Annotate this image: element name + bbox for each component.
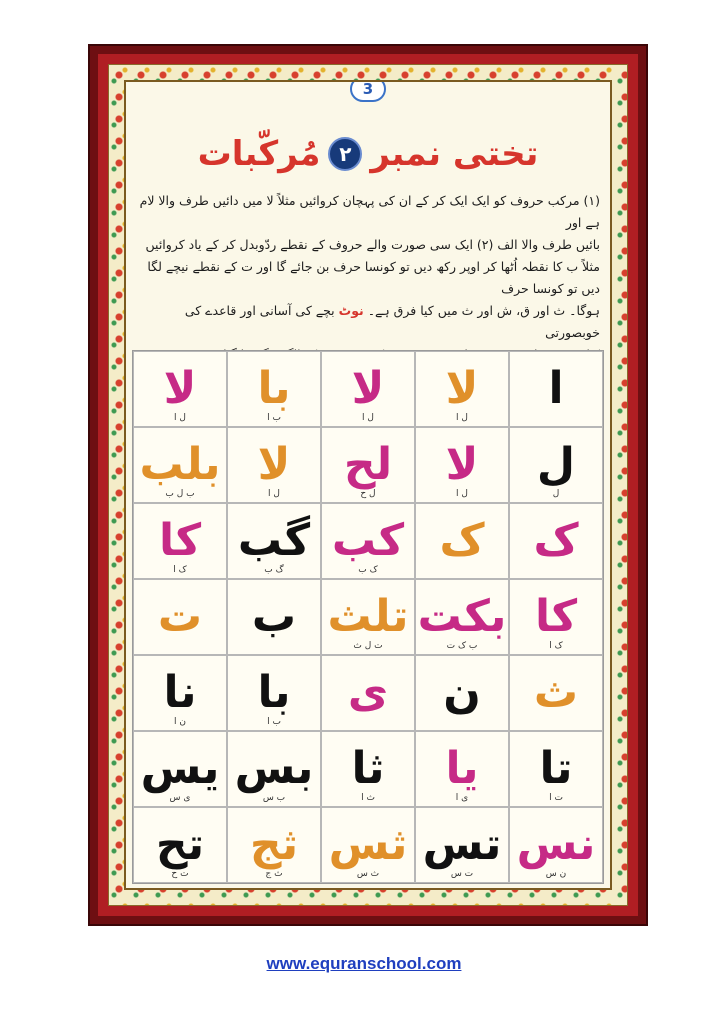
letter-glyph: ی — [347, 667, 389, 718]
letter-cell — [227, 655, 321, 731]
letter-components: ل — [552, 489, 560, 499]
letter-glyph: ا — [548, 363, 564, 414]
letter-components: ل ا — [456, 489, 468, 499]
letter-components: ث ج — [265, 869, 283, 879]
letter-cell — [415, 351, 509, 427]
letter-glyph: بکت — [417, 591, 507, 642]
letter-cell — [133, 655, 227, 731]
letter-components: ی س — [169, 793, 191, 803]
letter-components: ب ا — [267, 413, 281, 423]
letter-cell — [509, 807, 603, 883]
letter-glyph: بس — [234, 743, 314, 794]
letter-components: ب ل ب — [165, 489, 195, 499]
paragraph-line: (۱) مرکب حروف کو ایک ایک کر کے ان کی پہچان کروائیں مثلاً لا میں دائیں طرف والا لام ہے اور — [139, 193, 600, 230]
paragraph-line-text: بچے کی آسانی اور قاعدے کی خوبصورتی — [184, 303, 600, 340]
letter-glyph: ک — [439, 515, 485, 566]
letter-glyph: لا — [163, 363, 197, 414]
paragraph-line-text: ہوگا۔ ث اور ق، ش اور ث میں کیا فرق ہے۔ — [367, 303, 600, 318]
title-right-word: مُرکّبات — [197, 134, 321, 174]
letter-glyph: یا — [445, 743, 479, 794]
letter-components: ک ب — [358, 565, 378, 575]
letter-glyph: تح — [155, 819, 205, 870]
letter-cell — [415, 427, 509, 503]
letter-cell — [509, 503, 603, 579]
letter-cell — [321, 807, 415, 883]
letter-cell — [133, 427, 227, 503]
letter-glyph: لا — [445, 439, 479, 490]
letter-glyph: لح — [343, 439, 393, 490]
letter-glyph: لا — [257, 439, 291, 490]
letter-cell — [321, 427, 415, 503]
letter-cell — [415, 579, 509, 655]
letter-glyph: تلث — [327, 591, 409, 642]
letter-components: ت س — [450, 869, 474, 879]
letter-glyph: با — [257, 363, 291, 414]
page-title — [126, 124, 610, 184]
letter-cell — [133, 579, 227, 655]
letter-glyph: بلب — [139, 439, 221, 490]
letter-glyph: ک — [533, 515, 579, 566]
letter-cell — [321, 655, 415, 731]
letter-glyph: ث — [533, 667, 579, 718]
letter-cell — [133, 351, 227, 427]
letter-components: ب ا — [267, 717, 281, 727]
letter-glyph: ل — [536, 439, 576, 490]
title-number-badge: ۲ — [328, 137, 362, 171]
letter-cell — [227, 427, 321, 503]
letter-components: ث ا — [361, 793, 375, 803]
letter-glyph: کا — [534, 591, 578, 642]
letter-components: ت ح — [171, 869, 189, 879]
letter-glyph: ثا — [351, 743, 385, 794]
letter-cell — [133, 807, 227, 883]
paragraph-line: مثلاً ب کا نقطہ اُٹھا کر اوپر رکھ دیں تو کونسا حرف بن جائے گا اور ت کے نقطے نیچے لگا دیں تو کونسا حرف — [147, 259, 600, 296]
letter-cell — [415, 655, 509, 731]
letter-cell — [133, 731, 227, 807]
page-number-badge: 3 — [350, 80, 386, 102]
letter-glyph: کا — [158, 515, 202, 566]
letter-cell — [509, 579, 603, 655]
letter-components: ت ا — [549, 793, 563, 803]
letter-components: ن س — [545, 869, 567, 879]
letter-glyph: لا — [351, 363, 385, 414]
letter-components: ک ا — [549, 641, 563, 651]
letter-cell — [227, 579, 321, 655]
letter-grid — [132, 350, 604, 884]
paragraph-line — [138, 300, 600, 344]
letter-glyph: با — [257, 667, 291, 718]
letter-cell — [509, 731, 603, 807]
letter-components: ب ک ت — [446, 641, 478, 651]
instruction-paragraph — [138, 190, 600, 348]
title-left-word: تختی نمبر — [370, 134, 539, 174]
letter-components: ل ا — [268, 489, 280, 499]
letter-cell — [227, 807, 321, 883]
letter-components: ب س — [262, 793, 286, 803]
letter-glyph: تا — [539, 743, 573, 794]
letter-components: ن ا — [174, 717, 186, 727]
letter-components: گ ب — [264, 565, 284, 575]
letter-glyph: گب — [237, 515, 311, 566]
letter-glyph: ثج — [249, 819, 299, 870]
letter-cell — [227, 503, 321, 579]
letter-components: ک ا — [173, 565, 187, 575]
letter-glyph: کب — [331, 515, 405, 566]
letter-cell — [321, 731, 415, 807]
letter-components: ل ا — [362, 413, 374, 423]
letter-cell — [227, 351, 321, 427]
content-panel — [124, 80, 612, 890]
letter-cell — [509, 427, 603, 503]
letter-glyph: نا — [163, 667, 197, 718]
letter-glyph: لا — [445, 363, 479, 414]
letter-cell — [227, 731, 321, 807]
footer-url[interactable]: www.equranschool.com — [266, 954, 462, 973]
letter-components: ی ا — [455, 793, 469, 803]
letter-components: ل ا — [456, 413, 468, 423]
letter-cell — [415, 503, 509, 579]
paragraph-line: بائیں طرف والا الف (۲) ایک سی صورت والے حروف کے نقطے ردّوبدل کر کے یاد کروائیں — [145, 237, 600, 252]
letter-cell — [321, 351, 415, 427]
letter-cell — [509, 351, 603, 427]
letter-glyph: یس — [140, 743, 220, 794]
letter-cell — [321, 579, 415, 655]
letter-glyph: ب — [251, 591, 297, 642]
letter-components: ل ا — [174, 413, 186, 423]
letter-cell — [133, 503, 227, 579]
letter-glyph: ت — [157, 591, 203, 642]
letter-glyph: ثس — [328, 819, 408, 870]
letter-components: ت ل ث — [353, 641, 383, 651]
note-label: نوٹ — [338, 303, 364, 318]
letter-cell — [509, 655, 603, 731]
letter-cell — [321, 503, 415, 579]
letter-glyph: نس — [516, 819, 596, 870]
letter-glyph: تس — [422, 819, 502, 870]
letter-components: ث س — [356, 869, 380, 879]
letter-components: ل ح — [360, 489, 376, 499]
letter-cell — [415, 731, 509, 807]
letter-cell — [415, 807, 509, 883]
letter-glyph: ن — [443, 667, 481, 718]
